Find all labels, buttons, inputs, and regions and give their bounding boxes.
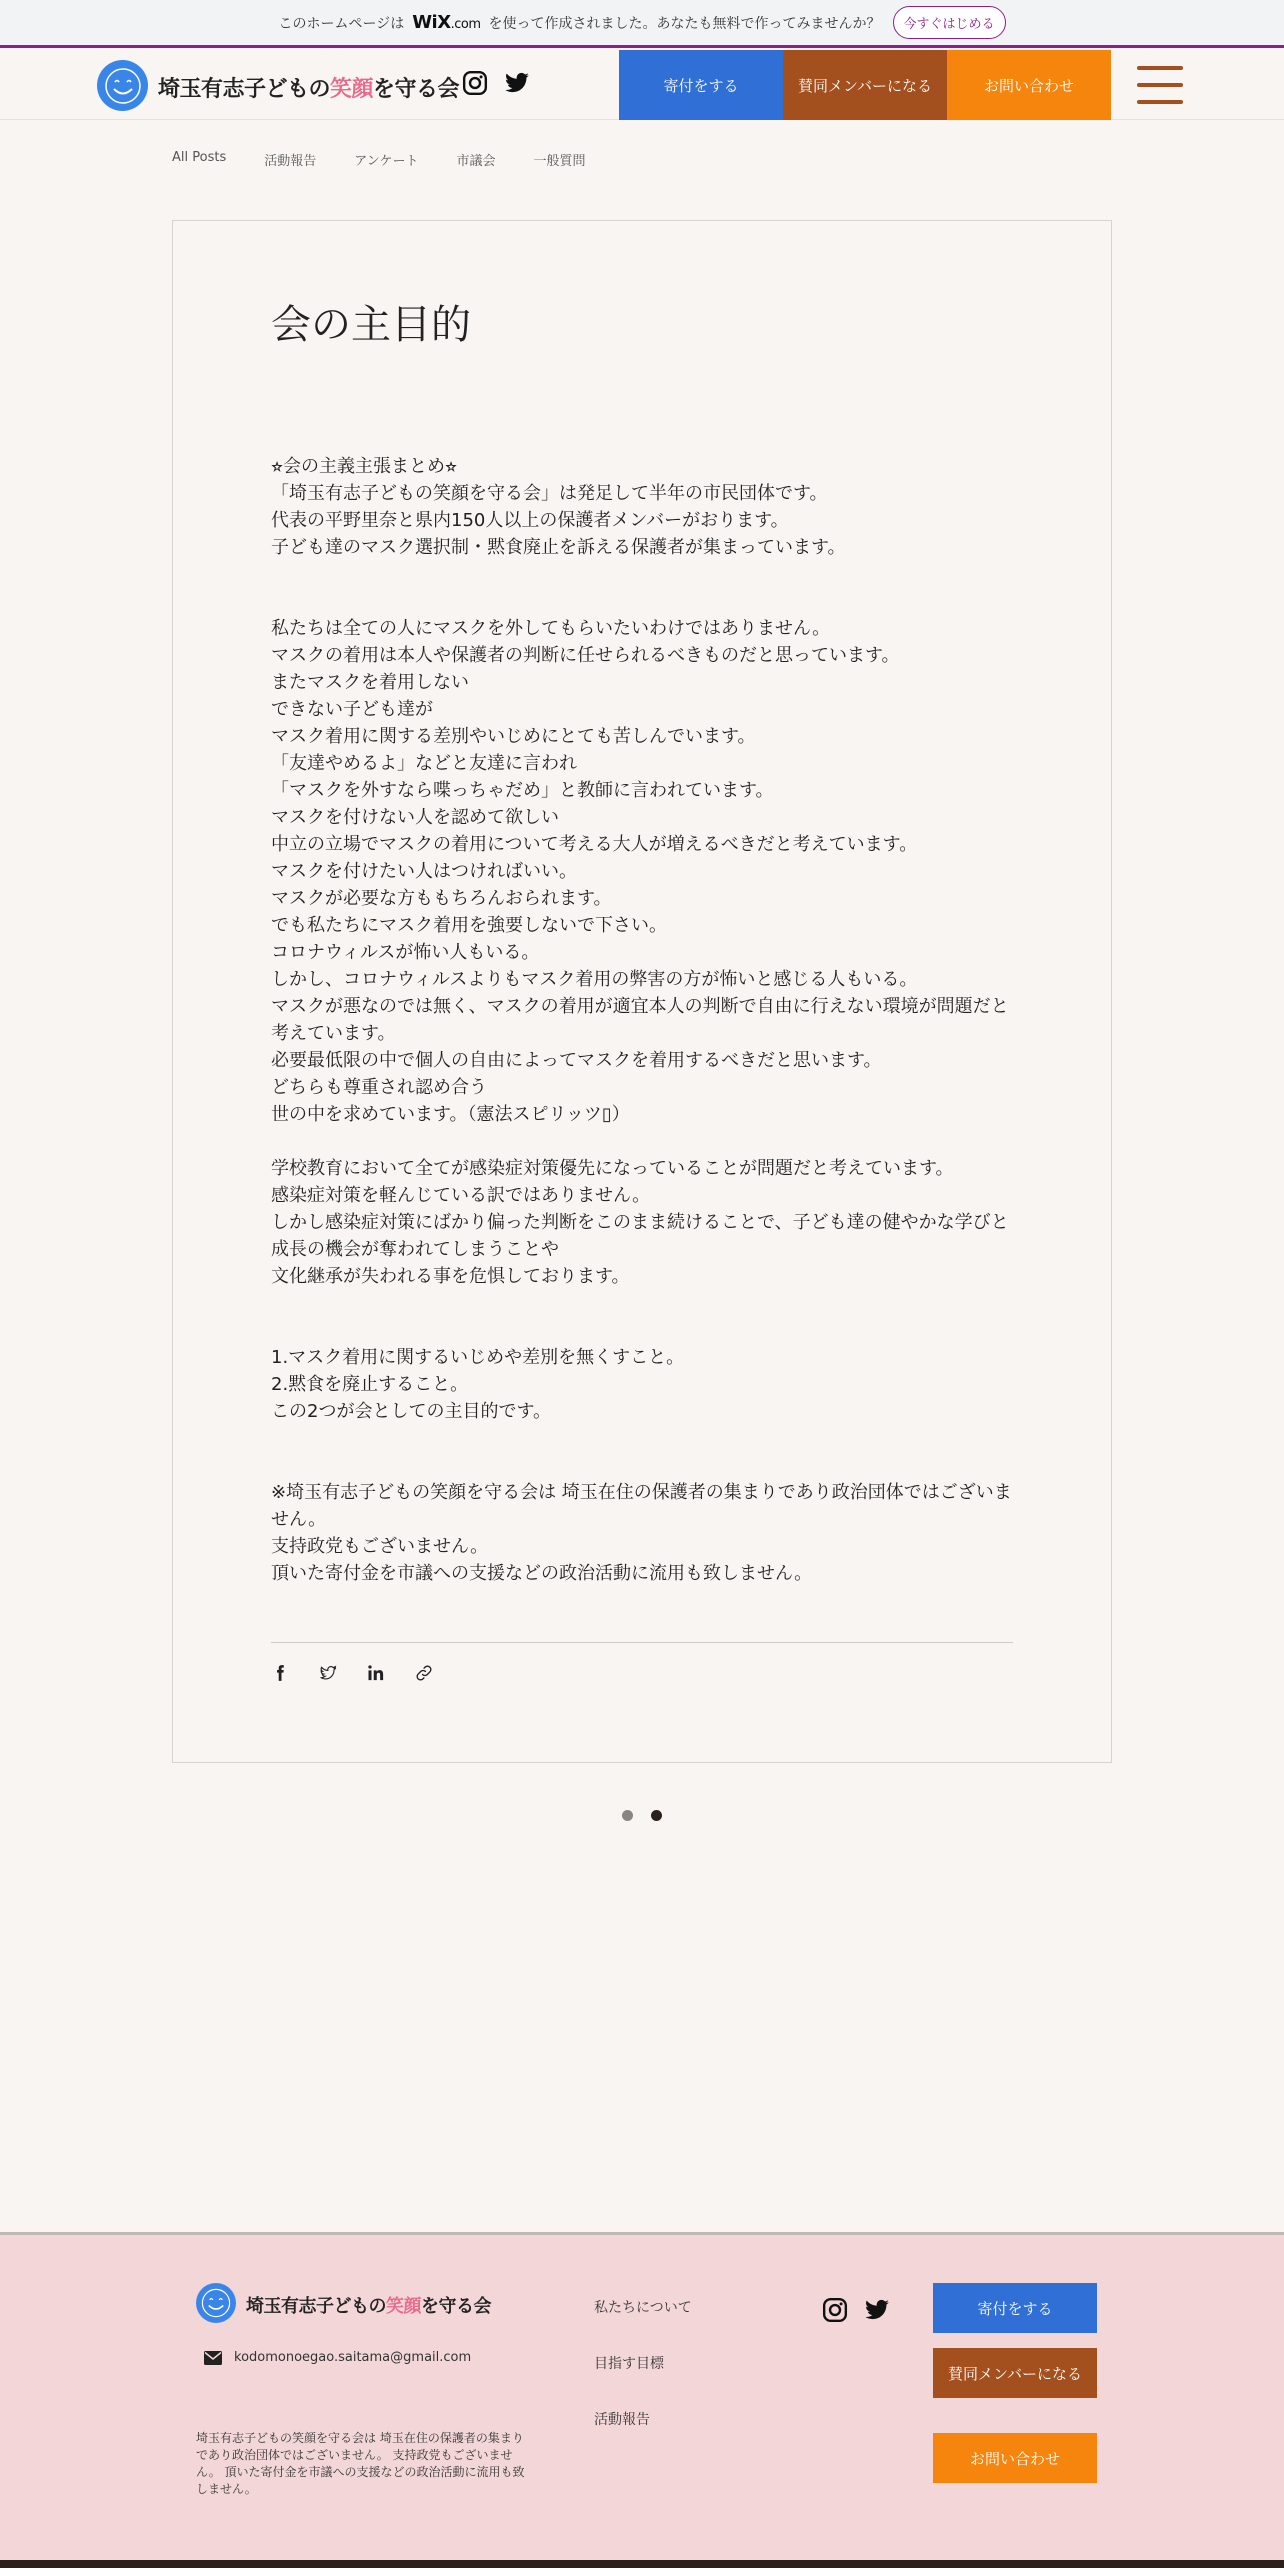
- pager-dot-active[interactable]: [651, 1810, 662, 1821]
- instagram-icon[interactable]: [462, 70, 488, 96]
- header-social-links: [462, 70, 530, 96]
- site-name[interactable]: [158, 72, 459, 103]
- post-paragraph: 感染症対策を軽んじている訳ではありません。: [271, 1185, 651, 1206]
- instagram-icon[interactable]: [822, 2297, 848, 2323]
- post-paragraph: この2つが会としての主目的です。: [271, 1401, 552, 1422]
- category-general-question[interactable]: 一般質問: [533, 154, 586, 169]
- post-paragraph: マスクが必要な方ももちろんおられます。: [271, 888, 612, 909]
- wix-logo[interactable]: [412, 12, 480, 33]
- footer-site-name-highlight: 笑顔: [386, 2296, 421, 2317]
- footer-site-name[interactable]: [246, 2292, 491, 2318]
- site-footer: [0, 2232, 1284, 2560]
- twitter-icon[interactable]: [504, 70, 530, 96]
- copy-link-icon[interactable]: [415, 1664, 433, 1682]
- wix-domain: .com: [450, 17, 481, 32]
- post-paragraph: 「埼玉有志子どもの笑顔を守る会」は発足して半年の市民団体です。: [271, 483, 828, 504]
- post-paragraph: 私たちは全ての人にマスクを外してもらいたいわけではありません。: [271, 618, 831, 639]
- post-paragraph: 2.黙食を廃止すること。: [271, 1374, 469, 1395]
- post-paragraph: 学校教育において全てが感染症対策優先になっていることが問題だと考えています。: [271, 1158, 954, 1179]
- post-section-summary: [271, 453, 1016, 561]
- post-paragraph: しかし、コロナウィルスよりもマスク着用の弊害の方が怖いと感じる人もいる。: [271, 969, 918, 990]
- post-paragraph: しかし感染症対策にばかり偏った判断をこのまま続けることで、子ども達の健やかな学びと成長の機会が奪われてしまうことや: [271, 1212, 1009, 1260]
- post-paragraph: ⭐︎会の主義主張まとめ⭐︎: [271, 456, 458, 477]
- facebook-share-icon[interactable]: [271, 1664, 289, 1682]
- post-paragraph: 「友達やめるよ」などと友達に言われ: [271, 753, 577, 774]
- post-divider: [271, 1642, 1013, 1643]
- site-name-part2: を守る会: [373, 77, 460, 102]
- footer-social-links: [822, 2297, 890, 2323]
- post-paragraph: コロナウィルスが怖い人もいる。: [271, 942, 540, 963]
- start-now-button[interactable]: 今すぐはじめる: [893, 6, 1006, 39]
- post-paragraph: 必要最低限の中で個人の自由によってマスクを着用するべきだと思います。: [271, 1050, 882, 1071]
- post-paragraph: 1.マスク着用に関するいじめや差別を無くすこと。: [271, 1347, 685, 1368]
- post-title: 会の主目的: [271, 302, 471, 348]
- post-paragraph: マスクが悪なのでは無く、マスクの着用が適宜本人の判断で自由に行えない環境が問題だと考えています。: [271, 996, 1009, 1044]
- twitter-share-icon[interactable]: [319, 1664, 337, 1682]
- footer-disclaimer: 埼玉有志子どもの笑顔を守る会は 埼玉在住の保護者の集まりであり政治団体ではございません。 支持政党もございません。 頂いた寄付金を市議への支援などの政治活動に流用も致しません。: [196, 2431, 525, 2496]
- post-paragraph: マスク着用に関する差別やいじめにとても苦しんでいます。: [271, 726, 756, 747]
- pager-dot[interactable]: [622, 1810, 633, 1821]
- pager-dots: [622, 1810, 662, 1821]
- nav-become-member-button[interactable]: 賛同メンバーになる: [783, 50, 947, 120]
- category-survey[interactable]: アンケート: [354, 154, 419, 169]
- post-paragraph: 中立の立場でマスクの着用について考える大人が増えるべきだと考えています。: [271, 834, 918, 855]
- footer-donate-button[interactable]: 寄付をする: [933, 2283, 1097, 2333]
- banner-text-before: このホームページは: [278, 15, 405, 32]
- post-paragraph: 世の中を求めています。（憲法スピリッツ▯）: [271, 1104, 630, 1125]
- footer-contact-button[interactable]: お問い合わせ: [933, 2433, 1097, 2483]
- footer-link-activity[interactable]: 活動報告: [594, 2412, 650, 2428]
- nav-donate-button[interactable]: 寄付をする: [619, 50, 783, 120]
- site-name-highlight: 笑顔: [330, 77, 374, 102]
- post-paragraph: 文化継承が失われる事を危惧しております。: [271, 1266, 630, 1287]
- twitter-icon[interactable]: [864, 2297, 890, 2323]
- footer-link-about[interactable]: 私たちについて: [594, 2300, 692, 2316]
- site-name-part1: 埼玉有志子どもの: [158, 77, 331, 102]
- footer-site-name-part2: を守る会: [421, 2296, 491, 2317]
- site-header: [0, 50, 1284, 120]
- post-section-goals: [271, 1344, 1016, 1425]
- post-paragraph: どちらも尊重され認め合う: [271, 1077, 487, 1098]
- hamburger-menu-icon[interactable]: [1137, 66, 1183, 104]
- post-section-mask-stance: [271, 615, 1016, 1128]
- post-paragraph: 子ども達のマスク選択制・黙食廃止を訴える保護者が集まっています。: [271, 537, 846, 558]
- category-activity-report[interactable]: 活動報告: [264, 154, 317, 169]
- share-bar: [271, 1664, 433, 1682]
- post-section-disclaimer: [271, 1479, 1016, 1587]
- post-paragraph: 支持政党もございません。: [271, 1536, 489, 1557]
- post-paragraph: 頂いた寄付金を市議への支援などの政治活動に流用も致しません。: [271, 1563, 813, 1584]
- category-all-posts[interactable]: All Posts: [172, 150, 227, 165]
- footer-site-name-part1: 埼玉有志子どもの: [246, 2296, 386, 2317]
- post-section-education: [271, 1155, 1016, 1290]
- post-paragraph: またマスクを着用しない: [271, 672, 469, 693]
- site-logo-icon[interactable]: [97, 60, 148, 111]
- post-paragraph: 「マスクを外すなら喋っちゃだめ」と教師に言われています。: [271, 780, 774, 801]
- footer-link-goals[interactable]: 目指す目標: [594, 2356, 664, 2372]
- post-paragraph: マスクの着用は本人や保護者の判断に任せられるべきものだと思っています。: [271, 645, 900, 666]
- bottom-bar: [0, 2560, 1284, 2568]
- nav-contact-button[interactable]: お問い合わせ: [947, 50, 1111, 120]
- wix-promo-banner: [0, 0, 1284, 48]
- footer-email[interactable]: [204, 2350, 471, 2365]
- footer-logo-icon[interactable]: [196, 2283, 236, 2323]
- blog-category-nav: [172, 150, 586, 169]
- footer-become-member-button[interactable]: 賛同メンバーになる: [933, 2348, 1097, 2398]
- post-paragraph: できない子ども達が: [271, 699, 433, 720]
- linkedin-share-icon[interactable]: [367, 1664, 385, 1682]
- post-paragraph: 代表の平野里奈と県内150人以上の保護者メンバーがおります。: [271, 510, 789, 531]
- footer-links: [594, 2297, 692, 2429]
- post-paragraph: でも私たちにマスク着用を強要しないで下さい。: [271, 915, 667, 936]
- post-body: [271, 453, 1016, 1587]
- mail-icon: [204, 2351, 222, 2365]
- post-paragraph: マスクを付けない人を認めて欲しい: [271, 807, 559, 828]
- wix-brand: WiX: [412, 12, 451, 33]
- banner-text-after: を使って作成されました。あなたも無料で作ってみませんか？: [488, 15, 881, 32]
- footer-email-text: kodomonoegao.saitama@gmail.com: [234, 2350, 472, 2365]
- post-paragraph: マスクを付けたい人はつければいい。: [271, 861, 577, 882]
- post-paragraph: ※埼玉有志子どもの笑顔を守る会は 埼玉在住の保護者の集まりであり政治団体ではございません。: [271, 1482, 1012, 1530]
- blog-post: [172, 220, 1112, 1763]
- category-city-council[interactable]: 市議会: [456, 154, 496, 169]
